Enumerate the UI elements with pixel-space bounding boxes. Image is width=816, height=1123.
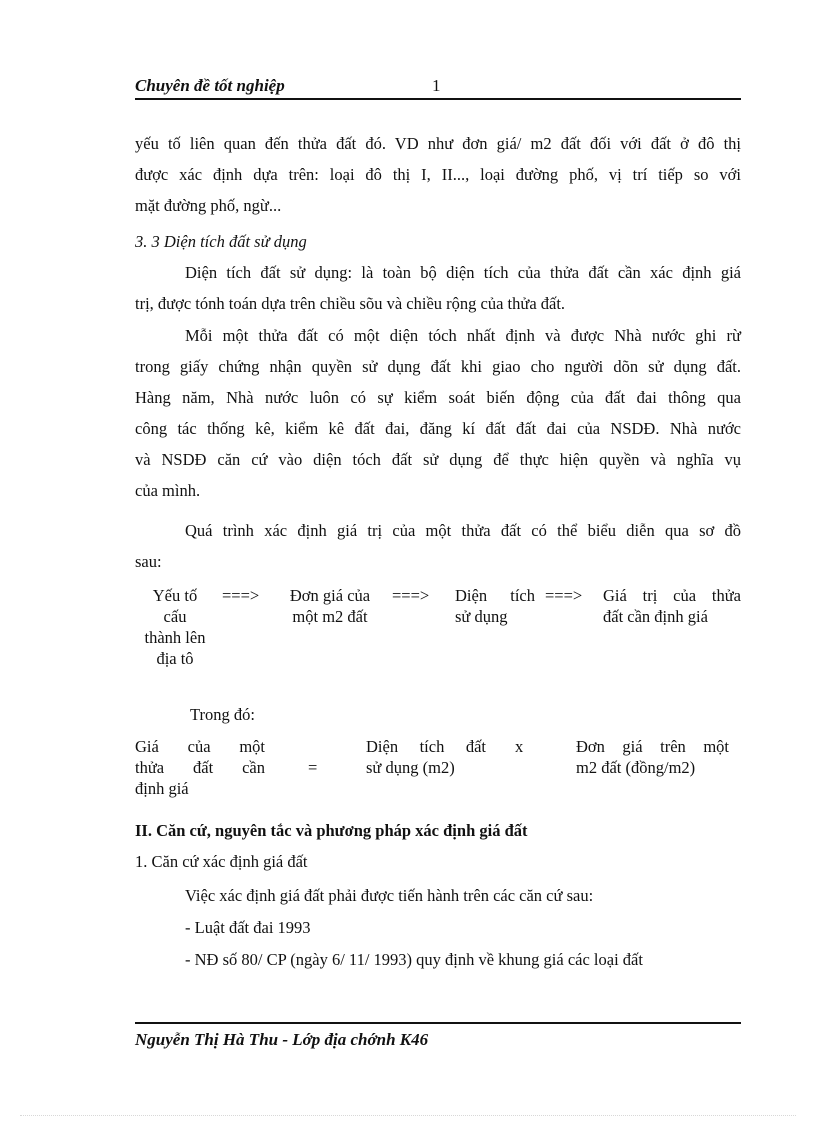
flow-step-line: Đơn giá của [289,586,371,605]
text-line: yếu tố liên quan đến thửa đất đó. VD như đơn giá/ m2 đất đối với đất ở đô thị [135,134,741,153]
flow-step-rent-factors [135,585,215,669]
flow-step-line: địa tô [156,649,194,668]
flow-step-line: Yếu tố [152,586,198,605]
section-heading-II: II. Căn cứ, nguyên tắc và phương pháp xác định giá đất [135,821,528,840]
flow-step-land-value [603,585,741,627]
paragraph-bases: Việc xác định giá đất phải được tiến hành trên các căn cứ sau: [185,886,594,905]
paragraph-area-definition [135,257,741,319]
text-line: của mình. [135,481,201,500]
flow-arrow: ===> [545,586,583,605]
text-line: Quá trình xác định giá trị của một thửa đất có thể biểu diễn qua sơ đồ [185,521,741,540]
section-heading-3-3: 3. 3 Diện tích đất sử dụng [135,232,307,251]
equation-line: thửa đất cần [135,758,265,777]
page-header [135,76,741,100]
text-line: sau: [135,552,162,571]
bullet-item: - NĐ số 80/ CP (ngày 6/ 11/ 1993) quy định về khung giá các loại đất [185,950,643,969]
equation-line: định giá [135,779,189,798]
flow-step-line: Diện tích [455,586,535,605]
text-line: trị, được tónh toán dựa trên chiều sõu và chiều rộng của thửa đất. [135,294,566,313]
paragraph-intro-continuation [135,128,741,221]
text-line: Mỗi một thửa đất có một diện tóch nhất định và được Nhà nước ghi rừ [185,326,741,345]
paragraph-process-intro [135,515,741,577]
text-line: trong giấy chứng nhận quyền sử dụng đất khi giao cho người dõn sử dụng đất. [135,357,741,376]
equation-line: Giá của một [135,737,265,756]
header-title: Chuyên đề tốt nghiệp [135,76,285,95]
flow-arrow: ===> [392,586,430,605]
text-line: mặt đường phố, ngừ... [135,196,282,215]
section-heading-II-1: 1. Căn cứ xác định giá đất [135,852,308,871]
footer-author: Nguyễn Thị Hà Thu - Lớp địa chớnh K46 [135,1030,429,1049]
text-line: và NSDĐ căn cứ vào diện tóch đất sử dụng để thực hiện quyền và nghĩa vụ [135,450,741,469]
equation-land-value [135,736,265,799]
flow-step-line: thành lên [144,628,206,647]
equation-line: Đơn giá trên một [576,737,729,756]
flow-step-line: một m2 đất [292,607,368,626]
text-line: Hàng năm, Nhà nước luôn có sự kiểm soát biến động của đất đai thông qua [135,388,741,407]
flow-step-line: cấu [163,607,187,626]
multiply-sign: x [515,737,524,756]
flow-step-line: Giá trị của thửa [603,586,741,605]
flow-step-line: đất cần định giá [603,607,708,626]
equation-land-area [366,736,486,778]
where-label: Trong đó: [190,705,255,724]
text-line: được xác định dựa trên: loại đô thị I, II..., loại đường phố, vị trí tiếp so với [135,165,741,184]
equation-unit-price [576,736,729,778]
flow-step-land-area [455,585,535,627]
equation-line: sử dụng (m2) [366,758,455,777]
page-number: 1 [432,76,441,95]
flow-step-line: sử dụng [455,607,508,626]
flow-arrow: ===> [222,586,260,605]
text-line: Diện tích đất sử dụng: là toàn bộ diện tích của thửa đất cần xác định giá [185,263,741,282]
page-bottom-divider [20,1115,796,1116]
text-line: công tác thống kê, kiểm kê đất đai, đăng kí đất đất đai của NSDĐ. Nhà nước [135,419,741,438]
equation-line: m2 đất (đồng/m2) [576,758,696,777]
page-footer [135,1022,741,1049]
paragraph-area-management [135,320,741,506]
bullet-item: - Luật đất đai 1993 [185,918,311,937]
flow-step-unit-price [280,585,380,627]
equals-sign: = [308,758,318,777]
equation-line: Diện tích đất [366,737,486,756]
